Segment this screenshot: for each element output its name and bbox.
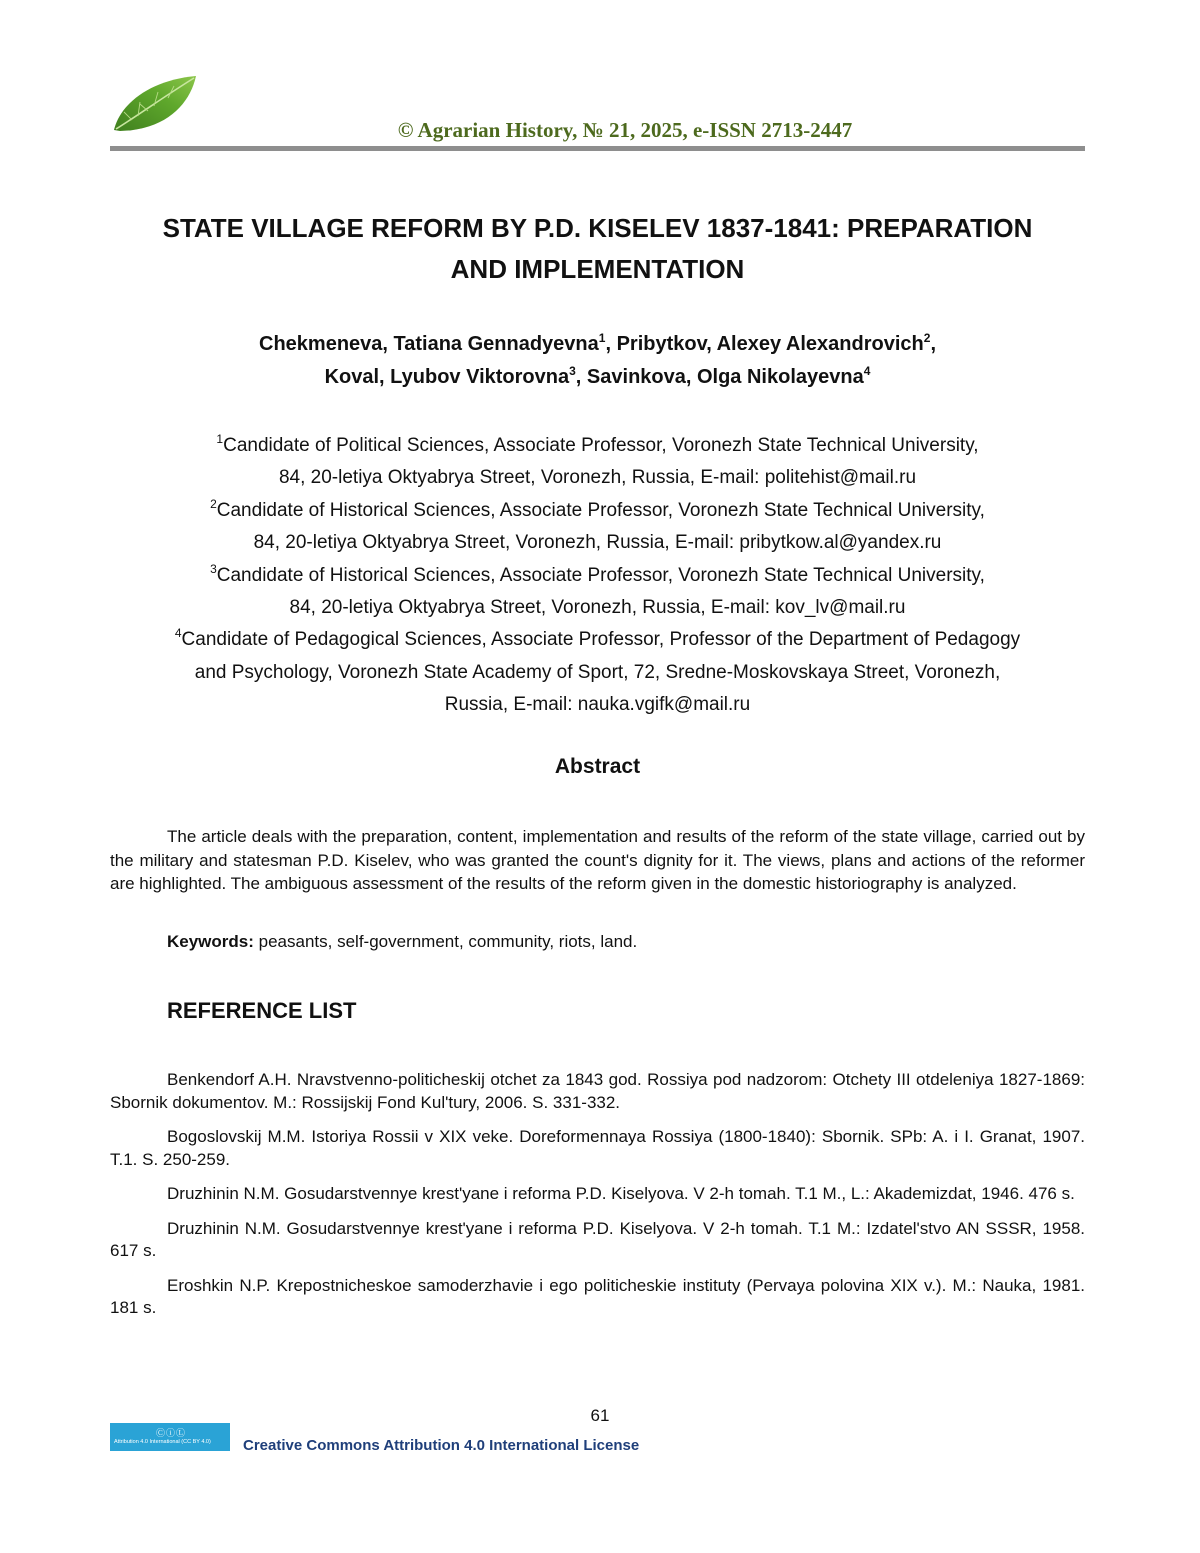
affiliation-text: Candidate of Political Sciences, Associate Professor, Voronezh State Technical University,	[223, 435, 979, 456]
license-link[interactable]: Creative Commons Attribution 4.0 International License	[243, 1437, 640, 1454]
author-sup: 2	[923, 331, 931, 345]
title-line-1: STATE VILLAGE REFORM BY P.D. KISELEV 1837-1841: PREPARATION	[162, 213, 1033, 243]
affiliation-text: Candidate of Historical Sciences, Associate Professor, Voronezh State Technical University,	[216, 499, 985, 521]
affiliation-sup: 3	[210, 561, 217, 576]
affiliation-sup: 1	[216, 432, 224, 446]
author-sup: 3	[569, 364, 576, 378]
affiliation-line: and Psychology, Voronezh State Academy of Sport, 72, Sredne-Moskovskaya Street, Voronezh,	[194, 661, 1001, 683]
article-title	[110, 208, 1085, 290]
keywords	[167, 930, 1085, 953]
page-number: 61	[590, 1406, 610, 1425]
reference-list	[110, 1069, 1085, 1332]
author-separator: ,	[575, 366, 587, 388]
affiliation-line: 84, 20-letiya Oktyabrya Street, Voronezh, Russia, E-mail: politehist@mail.ru	[278, 467, 917, 489]
affiliation-line	[110, 560, 1085, 592]
reference-item: Druzhinin N.M. Gosudarstvennye krest'yane i reforma P.D. Kiselyova. V 2-h tomah. T.1 M.: Izdatel'stvo AN SSSR, 1958. 617 s.	[110, 1218, 1085, 1260]
reference-list-heading: REFERENCE LIST	[167, 998, 357, 1023]
reference-item: Druzhinin N.M. Gosudarstvennye krest'yane i reforma P.D. Kiselyova. V 2-h tomah. T.1 M., L.: Akademizdat, 1946. 476 s.	[167, 1184, 1075, 1203]
reference-item: Eroshkin N.P. Krepostnicheskoe samoderzhavie i ego politicheskie instituty (Pervaya polovina XIX v.). M.: Nauka, 1981. 181 s.	[110, 1275, 1085, 1317]
reference-item: Benkendorf A.H. Nravstvenno-politicheskij otchet za 1843 god. Rossiya pod nadzorom: Otchety III otdeleniya 1827-1869: Sbornik dokumentov. M.: Rossijskij Fond Kul'tury, 2006. S. 331-332.	[110, 1070, 1085, 1112]
affiliation-text: Candidate of Historical Sciences, Associate Professor, Voronezh State Technical University,	[216, 564, 985, 586]
affiliation-line	[110, 430, 1085, 462]
abstract-heading: Abstract	[554, 755, 641, 778]
badge-text: Attribution 4.0 International (CC BY 4.0)	[114, 1439, 211, 1445]
leaf-icon	[110, 74, 198, 134]
author-sup: 1	[598, 331, 606, 345]
author-separator: ,	[930, 333, 936, 355]
affiliation-text: Candidate of Pedagogical Sciences, Associate Professor, Professor of the Department of Pedagogy	[181, 629, 1021, 651]
affiliations	[110, 430, 1085, 722]
journal-header: © Agrarian History, № 21, 2025, e-ISSN 2713-2447	[397, 118, 853, 142]
header-divider	[110, 146, 1085, 151]
reference-item: Bogoslovskij M.M. Istoriya Rossii v XIX veke. Doreformennaya Rossiya (1800-1840): Sbornik. SPb: A. i I. Granat, 1907. T.1. S. 250-259.	[110, 1127, 1085, 1169]
affiliation-line: 84, 20-letiya Oktyabrya Street, Voronezh, Russia, E-mail: kov_lv@mail.ru	[289, 597, 906, 619]
affiliation-line	[110, 495, 1085, 527]
author-name: Koval, Lyubov Viktorovna	[324, 366, 570, 388]
author-line-2	[110, 361, 1085, 394]
cc-by-icon: ⒸⓘⓁ	[156, 1428, 187, 1438]
author-name: Savinkova, Olga Nikolayevna	[586, 366, 864, 388]
affiliation-sup: 4	[174, 626, 182, 641]
author-line-1	[110, 328, 1085, 361]
author-list	[110, 328, 1085, 394]
affiliation-sup: 2	[210, 496, 217, 511]
abstract-text: The article deals with the preparation, content, implementation and results of the reform of the state village, carried out by the military and statesman P.D. Kiselev, who was granted the count's dignity for it. The views, plans and actions of the reformer are highlighted. The ambiguous assessment of the results of the reform given in the domestic historiography is analyzed.	[110, 827, 1085, 893]
author-sup: 4	[863, 364, 871, 378]
affiliation-line: Russia, E-mail: nauka.vgifk@mail.ru	[444, 694, 751, 716]
affiliation-line: 84, 20-letiya Oktyabrya Street, Voronezh, Russia, E-mail: pribytkow.al@yandex.ru	[253, 532, 942, 554]
keywords-text: peasants, self-government, community, riots, land.	[253, 932, 638, 951]
author-separator: ,	[605, 333, 617, 355]
keywords-label: Keywords:	[167, 932, 254, 951]
title-line-2: AND IMPLEMENTATION	[450, 254, 745, 284]
author-name: Chekmeneva, Tatiana Gennadyevna	[259, 333, 599, 355]
affiliation-line	[110, 624, 1085, 656]
author-name: Pribytkov, Alexey Alexandrovich	[616, 333, 924, 355]
creative-commons-icon[interactable]	[110, 1423, 230, 1451]
